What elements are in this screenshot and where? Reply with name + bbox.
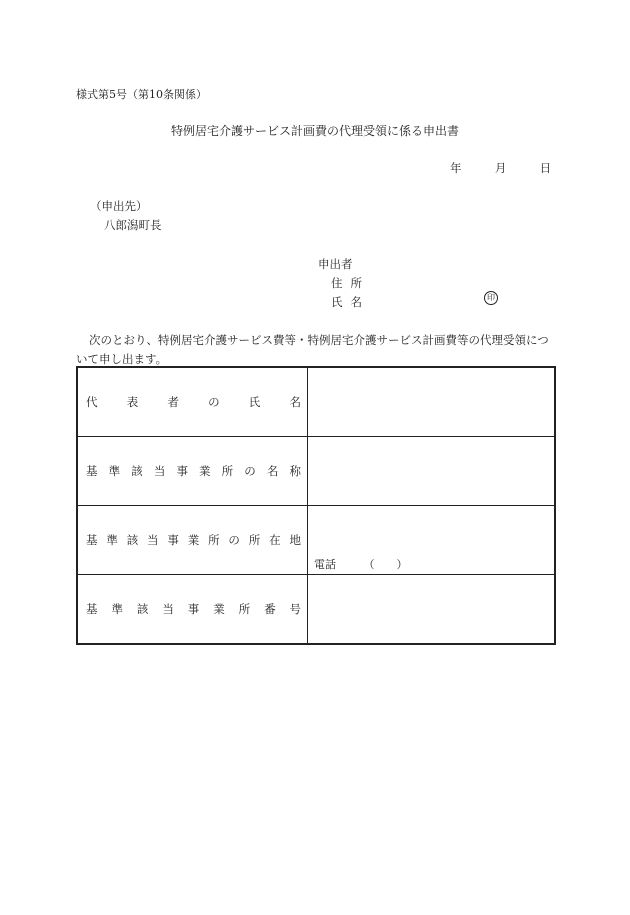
label-char: 代 — [86, 395, 98, 409]
label-char: 者 — [167, 395, 179, 409]
destination-label: （申出先） — [90, 199, 148, 213]
office-number-field[interactable] — [308, 575, 556, 645]
label-char: 氏 — [248, 395, 261, 409]
label-char: の — [208, 395, 220, 409]
label-char: 該 — [131, 464, 143, 478]
date-day-label: 日 — [539, 161, 552, 175]
label-char: 当 — [153, 464, 166, 478]
label-char: 事 — [176, 464, 188, 478]
office-address-field[interactable] — [308, 506, 556, 575]
label-char: 該 — [136, 602, 149, 616]
body-text: 次のとおり、特例居宅介護サービス費等・特例居宅介護サービス計画費等の代理受領について申し出ます。 — [76, 333, 549, 366]
table-label-cell — [77, 367, 308, 437]
table-label-cell — [77, 437, 308, 506]
label-char: 準 — [111, 602, 123, 616]
label-char: の — [228, 533, 240, 547]
label-char: 地 — [289, 533, 301, 547]
table-label — [78, 601, 307, 617]
date-year-label: 年 — [450, 161, 462, 175]
label-char: 業 — [187, 533, 200, 547]
label-char: 所 — [238, 602, 251, 616]
table-label — [78, 463, 307, 479]
table-label-cell — [77, 506, 308, 575]
table-row — [77, 367, 555, 437]
applicant-label: 申出者 — [318, 257, 353, 271]
label-char: 称 — [289, 464, 301, 478]
label-char: 在 — [269, 533, 281, 547]
label-char: 準 — [106, 533, 118, 547]
info-table — [76, 366, 556, 645]
name-label: 氏名 — [331, 295, 370, 309]
label-char: 事 — [187, 602, 200, 616]
representative-name-field[interactable] — [308, 367, 556, 437]
label-char: 所 — [248, 533, 261, 547]
label-char: 所 — [208, 533, 220, 547]
office-name-field[interactable] — [308, 437, 556, 506]
label-char: 業 — [213, 602, 225, 616]
label-char: 表 — [126, 395, 139, 409]
form-number: 様式第5号（第10条関係） — [76, 88, 207, 101]
table-label — [78, 532, 307, 548]
document-title: 特例居宅介護サービス計画費の代理受領に係る申出書 — [170, 124, 459, 138]
table-label — [78, 394, 307, 410]
label-char: 準 — [108, 464, 121, 478]
table-row — [77, 506, 555, 575]
label-char: 所 — [221, 464, 234, 478]
label-char: 名 — [289, 395, 301, 409]
label-char: 該 — [126, 533, 139, 547]
label-char: 番 — [264, 602, 276, 616]
label-char: 名 — [266, 464, 279, 478]
date-month-label: 月 — [494, 161, 507, 175]
table-label-cell — [77, 575, 308, 645]
label-char: 号 — [289, 602, 301, 616]
phone-label: 電話 （ ） — [314, 558, 408, 571]
label-char: 基 — [86, 533, 98, 547]
label-char: 当 — [147, 533, 159, 547]
label-char: の — [244, 464, 256, 478]
date-line — [450, 160, 551, 176]
label-char: 基 — [86, 464, 98, 478]
address-label: 住所 — [331, 276, 370, 290]
table-row — [77, 575, 555, 645]
seal-icon: 印 — [484, 291, 498, 305]
label-char: 事 — [167, 533, 179, 547]
destination-value: 八郎潟町長 — [104, 218, 162, 232]
label-char: 当 — [162, 602, 174, 616]
label-char: 基 — [86, 602, 98, 616]
label-char: 業 — [199, 464, 211, 478]
table-row — [77, 437, 555, 506]
